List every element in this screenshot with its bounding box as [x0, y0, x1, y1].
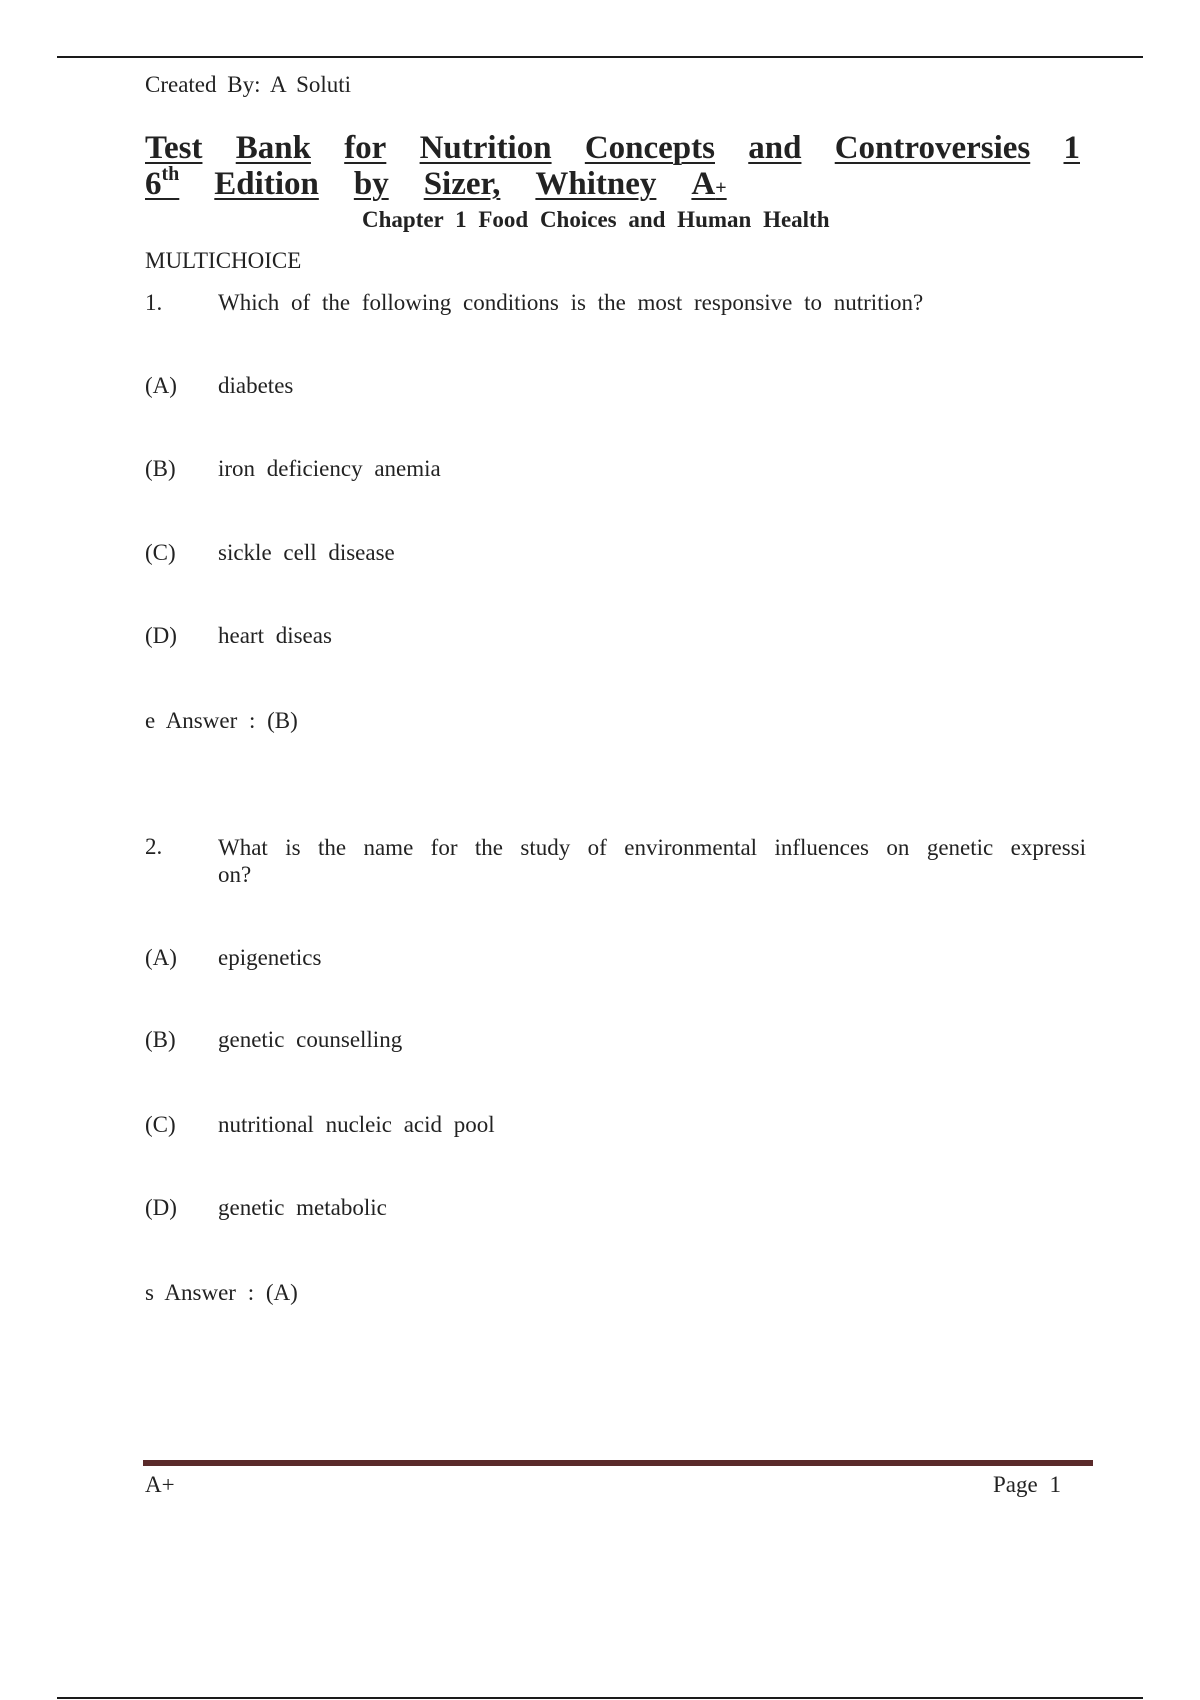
option-label: (B): [145, 456, 176, 481]
option-label: (B): [145, 1027, 176, 1052]
title-word: by: [353, 166, 389, 202]
edition-superscript: th: [161, 163, 180, 185]
option-label: (A): [145, 373, 177, 398]
title-word: Test: [145, 130, 203, 166]
option-label: (D): [145, 623, 177, 648]
title-word: Concepts: [584, 130, 715, 166]
footer-grade: A+: [145, 1472, 175, 1497]
option-label: (A): [145, 945, 177, 970]
question-text-continued: on?: [218, 862, 252, 887]
top-rule: [57, 56, 1143, 58]
title-word: and: [748, 130, 802, 166]
bottom-rule: [57, 1697, 1143, 1699]
option-text: genetic counselling: [218, 1027, 403, 1052]
title-line-2: [145, 163, 727, 203]
option-text: heart diseas: [218, 623, 332, 648]
option-label: (C): [145, 1112, 176, 1137]
question-text: Which of the following conditions is the most responsive to nutrition?: [218, 290, 924, 315]
title-word: Controversies: [834, 130, 1031, 166]
option-text: iron deficiency anemia: [218, 456, 441, 481]
title-word: Whitney: [535, 166, 657, 202]
title-word: Edition: [214, 166, 319, 202]
title-word: 1: [1063, 130, 1080, 166]
option-text: genetic metabolic: [218, 1195, 387, 1220]
edition-number: 6th: [145, 163, 180, 202]
title-word: Bank: [235, 130, 311, 166]
option-text: nutritional nucleic acid pool: [218, 1112, 495, 1137]
title-word: Sizer,: [423, 166, 501, 202]
question-text: What is the name for the study of environmental influences on genetic expressi: [218, 835, 1086, 860]
chapter-heading: Chapter 1 Food Choices and Human Health: [362, 207, 830, 232]
grade-mark: A+: [691, 166, 727, 202]
created-by: Created By: A Soluti: [145, 72, 352, 97]
answer-line: e Answer : (B): [145, 708, 298, 733]
title-word: for: [344, 130, 387, 166]
page-number: Page 1: [993, 1472, 1061, 1497]
section-label: MULTICHOICE: [145, 248, 302, 273]
option-text: sickle cell disease: [218, 540, 395, 565]
title-word: Nutrition: [419, 130, 552, 166]
title-line-1: [145, 130, 1080, 167]
option-text: diabetes: [218, 373, 294, 398]
option-label: (D): [145, 1195, 177, 1220]
option-text: epigenetics: [218, 945, 322, 970]
option-label: (C): [145, 540, 176, 565]
question-number: 2.: [145, 834, 163, 859]
footer-rule: [143, 1460, 1093, 1466]
question-number: 1.: [145, 290, 163, 315]
answer-line: s Answer : (A): [145, 1280, 298, 1305]
